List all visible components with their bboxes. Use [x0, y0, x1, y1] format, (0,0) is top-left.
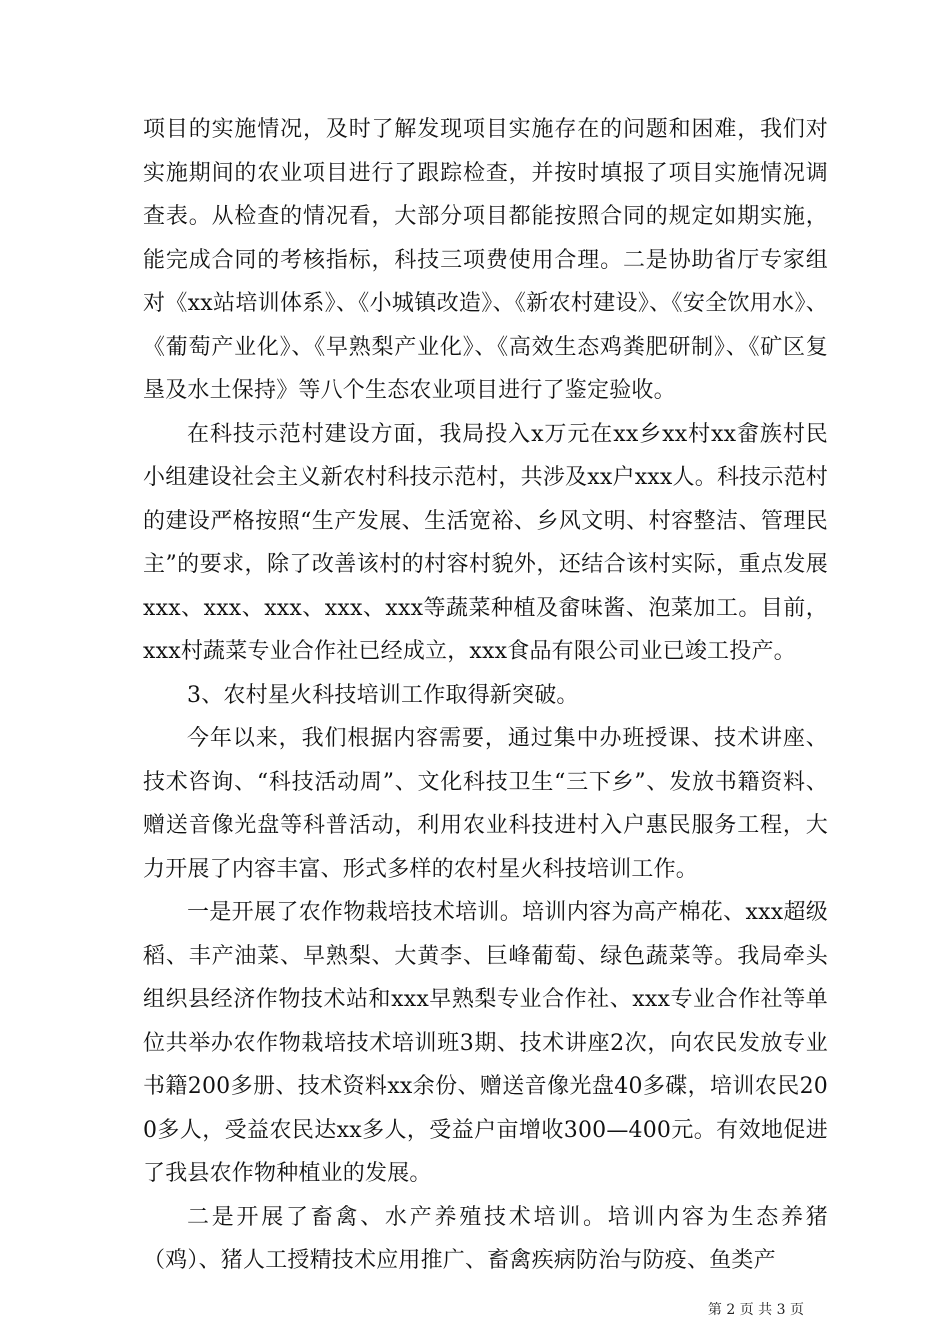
- page-number: 第 2 页 共 3 页: [707, 1302, 804, 1318]
- paragraph-demo-village: 在科技示范村建设方面，我局投入x万元在xx乡xx村xx畲族村民小组建设社会主义新农村科技示范村，共涉及xx户xxx人。科技示范村的建设严格按照“生产发展、生活宽裕、乡风文明、村容整洁、管理民主”的要求，除了改善该村的村容村貌外，还结合该村实际，重点发展xxx、xxx、xxx、xxx、xxx等蔬菜种植及畲味酱、泡菜加工。目前，xxx村蔬菜专业合作社已经成立，xxx食品有限公司业已竣工投产。: [143, 421, 828, 664]
- paragraph-continued: 项目的实施情况，及时了解发现项目实施存在的问题和困难，我们对实施期间的农业项目进行了跟踪检查，并按时填报了项目实施情况调查表。从检查的情况看，大部分项目都能按照合同的规定如期实施，能完成合同的考核指标，科技三项费使用合理。二是协助省厅专家组对《xx站培训体系》、《小城镇改造》、《新农村建设》、《安全饮用水》、《葡萄产业化》、《早熟梨产业化》、《高效生态鸡粪肥研制》、《矿区复垦及水土保持》等八个生态农业项目进行了鉴定验收。: [143, 117, 828, 403]
- paragraph-crop-training: 一是开展了农作物栽培技术培训。培训内容为高产棉花、xxx超级稻、丰产油菜、早熟梨、大黄李、巨峰葡萄、绿色蔬菜等。我局牵头组织县经济作物技术站和xxx早熟梨专业合作社、xxx专业合作社等单位共举办农作物栽培技术培训班3期、技术讲座2次，向农民发放专业书籍200多册、技术资料xx余份、赠送音像光盘40多碟，培训农民200多人，受益农民达xx多人，受益户亩增收300—400元。有效地促进了我县农作物种植业的发展。: [143, 900, 828, 1186]
- section-heading: 3、农村星火科技培训工作取得新突破。: [187, 682, 579, 708]
- document-body: [143, 108, 828, 1283]
- paragraph-livestock-training: 二是开展了畜禽、水产养殖技术培训。培训内容为生态养猪（鸡）、猪人工授精技术应用推广、畜禽疾病防治与防疫、鱼类产: [143, 1204, 828, 1273]
- paragraph-training-overview: 今年以来，我们根据内容需要，通过集中办班授课、技术讲座、技术咨询、“科技活动周”、文化科技卫生“三下乡”、发放书籍资料、赠送音像光盘等科普活动，利用农业科技进村入户惠民服务工程，大力开展了内容丰富、形式多样的农村星火科技培训工作。: [143, 726, 828, 882]
